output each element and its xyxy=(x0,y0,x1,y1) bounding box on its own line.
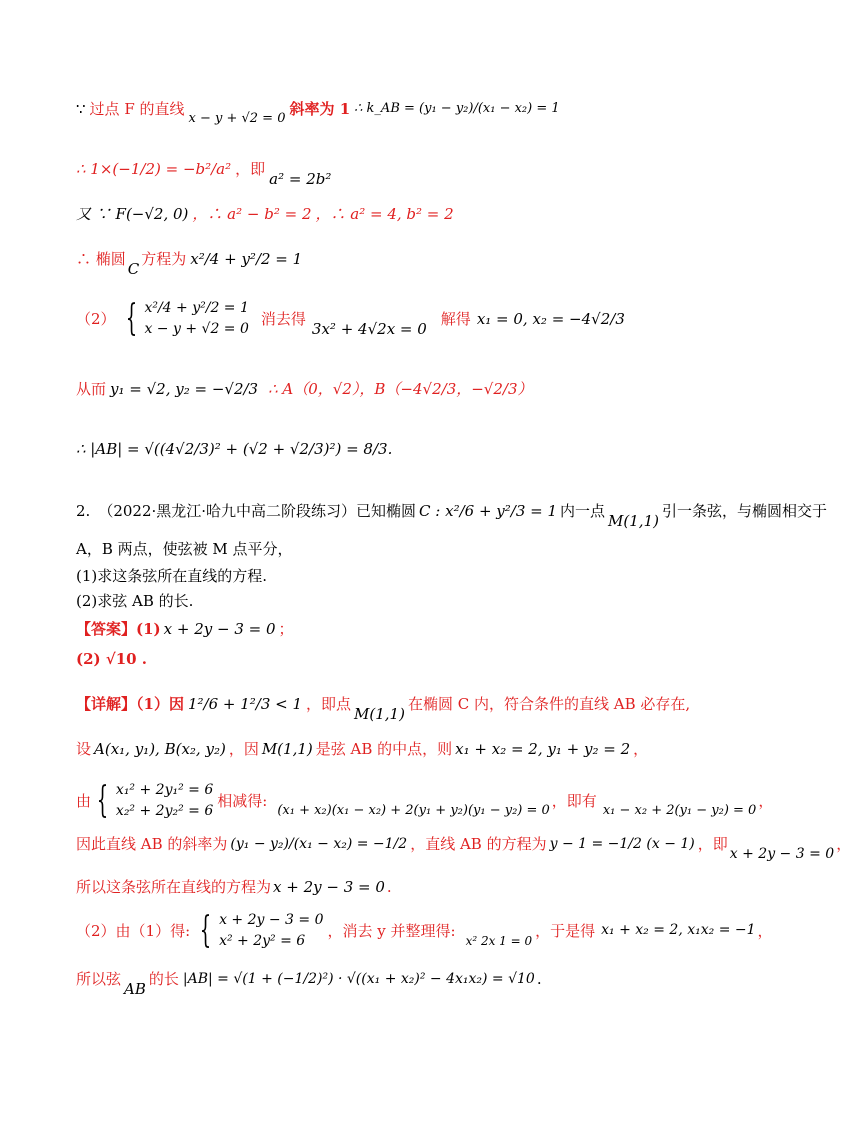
sol-text: 从而 xyxy=(76,380,107,398)
math-ellipse: x²/4 + y²/2 = 1 xyxy=(190,250,303,268)
system-row: x + 2y − 3 = 0 xyxy=(219,912,324,928)
question-text: 已知椭圆 xyxy=(356,502,417,520)
detail-text: ， xyxy=(633,740,649,758)
sol-line-7 xyxy=(76,440,760,458)
question-2-ask-2 xyxy=(76,592,760,610)
sol-text: ∴ 椭圆 xyxy=(76,250,126,268)
math-eq: x² 2x 1 = 0 xyxy=(465,933,533,948)
detail-text: ， xyxy=(758,791,774,810)
math-var: C xyxy=(127,260,140,278)
math-eq: 3x² + 4√2x = 0 xyxy=(311,319,427,338)
math-ineq: 1²/6 + 1²/3 < 1 xyxy=(187,695,303,713)
detail-text: ，消去 y 并整理得: xyxy=(327,921,456,940)
sol-line-1 xyxy=(76,100,760,127)
brace-icon: { xyxy=(199,909,212,951)
detail-line-3 xyxy=(76,779,774,821)
sol-text: 消去得 xyxy=(260,309,306,328)
sol-line-5 xyxy=(76,297,760,339)
sol-line-2 xyxy=(76,160,760,188)
sol-line-3 xyxy=(76,205,760,223)
math-product: ∴ 1×(−1/2) = −b²/a² xyxy=(76,160,232,178)
detail-line-7 xyxy=(76,970,760,998)
math-eq: x + 2y − 3 = 0 xyxy=(729,845,835,862)
detail-text: ，于是得 xyxy=(535,921,596,940)
math-eq: x₁ + x₂ = 2, y₁ + y₂ = 2 xyxy=(455,740,631,758)
system-row: x − y + √2 = 0 xyxy=(144,320,249,337)
sol-line-4 xyxy=(76,250,760,278)
brace-icon: { xyxy=(125,297,137,339)
detail-text: ，即有 xyxy=(551,791,597,810)
question-number: 2. xyxy=(76,502,91,520)
equation-system xyxy=(194,909,324,951)
detail-line-5 xyxy=(76,878,760,896)
detail-text: ，因 xyxy=(228,740,259,758)
sol-text: 方程为 xyxy=(141,250,187,268)
part-label: （2） xyxy=(76,309,116,328)
detail-line-6 xyxy=(76,909,773,951)
detail-text: ， xyxy=(836,835,851,853)
detail-text: 所以弦 xyxy=(76,970,122,988)
detail-text: ，即点 xyxy=(306,695,352,713)
math-eq: a² = 2b² xyxy=(269,170,332,188)
question-text: 内一点 xyxy=(560,502,606,520)
question-ask: (1)求这条弦所在直线的方程. xyxy=(76,567,268,585)
system-row: x₂² + 2y₂² = 6 xyxy=(115,802,214,819)
detail-text: 相减得: xyxy=(217,791,268,810)
detail-text: 是弦 AB 的中点，则 xyxy=(315,740,453,758)
detail-text: . xyxy=(386,878,392,896)
system-row: x² + 2y² = 6 xyxy=(219,932,306,949)
question-source: （2022·黑龙江·哈九中高二阶段练习） xyxy=(98,502,357,520)
question-text: 引一条弦，与椭圆相交于 xyxy=(661,502,827,520)
equation-system xyxy=(91,779,214,821)
math-eq: x₁ − x₂ + 2(y₁ − y₂) = 0 xyxy=(602,803,757,818)
answer-label: 【答案】(1) xyxy=(76,620,161,638)
question-2-stem-cont xyxy=(76,540,760,558)
math-var: AB xyxy=(124,980,146,998)
question-text: A，B 两点，使弦被 M 点平分， xyxy=(76,540,293,558)
detail-line-1 xyxy=(76,695,760,723)
math-point: M(1,1) xyxy=(261,740,313,758)
math-eq: x₁ = 0, x₂ = −4√2/3 xyxy=(476,309,625,328)
math-length: |AB| = √(1 + (−1/2)²) · √((x₁ + x₂)² − 4x₁x₂) = √10 xyxy=(182,970,535,987)
detail-text: 的长 xyxy=(148,970,179,988)
sol-text: ，即 xyxy=(235,160,266,178)
math-eq: ，∴ a² = 4, b² = 2 xyxy=(315,205,454,223)
detail-text: . xyxy=(536,970,542,988)
sol-line-6 xyxy=(76,380,760,398)
question-2-stem xyxy=(76,502,827,530)
math-slope: ∴ k_AB = (y₁ − y₂)/(x₁ − x₂) = 1 xyxy=(354,101,560,117)
answer-line-2 xyxy=(76,650,760,668)
detail-line-4 xyxy=(76,835,851,862)
question-2-ask-1 xyxy=(76,567,760,585)
detail-text: （2）由（1）得: xyxy=(76,921,191,940)
detail-text: ， xyxy=(757,921,773,940)
math-points: A(x₁, y₁), B(x₂, y₂) xyxy=(94,740,226,758)
equation-system xyxy=(120,297,249,339)
sol-text: 解得 xyxy=(440,309,471,328)
math-focus: 又 ∵ F(−√2, 0) xyxy=(76,205,189,223)
math-ellipse: C : x²/6 + y²/3 = 1 xyxy=(419,502,558,520)
math-eq: ，∴ a² − b² = 2 xyxy=(192,205,312,223)
math-points: ∴ A（0，√2），B（−4√2/3，−√2/3） xyxy=(268,380,533,398)
brace-icon: { xyxy=(96,779,109,821)
detail-label: 【详解】（1）因 xyxy=(76,695,184,713)
detail-text: ，直线 AB 的方程为 xyxy=(410,835,547,853)
math-eq: y − 1 = −1/2 (x − 1) xyxy=(549,835,695,852)
math-eq: x₁ + x₂ = 2, x₁x₂ = −1 xyxy=(601,922,756,939)
sol-text: 过点 F 的直线 xyxy=(89,100,185,118)
detail-line-2 xyxy=(76,740,760,758)
sol-text: 斜率为 1 xyxy=(289,100,351,118)
system-row: x²/4 + y²/2 = 1 xyxy=(144,300,249,316)
detail-text: 由 xyxy=(76,791,92,810)
math-line-eq: x − y + √2 = 0 xyxy=(188,111,286,127)
math-point: M(1,1) xyxy=(608,512,659,530)
detail-text: 因此直线 AB 的斜率为 xyxy=(76,835,228,853)
because-mark: ∵ xyxy=(76,100,86,118)
answer-line-1 xyxy=(76,620,760,638)
math-eq: x + 2y − 3 = 0 xyxy=(273,878,385,896)
math-eq: (x₁ + x₂)(x₁ − x₂) + 2(y₁ + y₂)(y₁ − y₂) = 0 xyxy=(277,803,550,818)
detail-text: 所以这条弦所在直线的方程为 xyxy=(76,878,272,896)
math-point: M(1,1) xyxy=(354,705,405,723)
system-row: x₁² + 2y₁² = 6 xyxy=(115,782,214,798)
math-eq: y₁ = √2, y₂ = −√2/3 xyxy=(110,380,259,398)
detail-text: 设 xyxy=(76,740,92,758)
answer-sep: ； xyxy=(278,620,294,638)
detail-text: ，即 xyxy=(697,835,728,853)
detail-text: 在椭圆 C 内，符合条件的直线 AB 必存在, xyxy=(407,695,691,713)
question-ask: (2)求弦 AB 的长. xyxy=(76,592,194,610)
math-eq: (y₁ − y₂)/(x₁ − x₂) = −1/2 xyxy=(230,835,408,852)
answer-value: (2) √10 . xyxy=(76,650,148,668)
math-distance: ∴ |AB| = √((4√2/3)² + (√2 + √2/3)²) = 8/3. xyxy=(76,440,393,458)
answer-eq: x + 2y − 3 = 0 xyxy=(163,620,276,638)
